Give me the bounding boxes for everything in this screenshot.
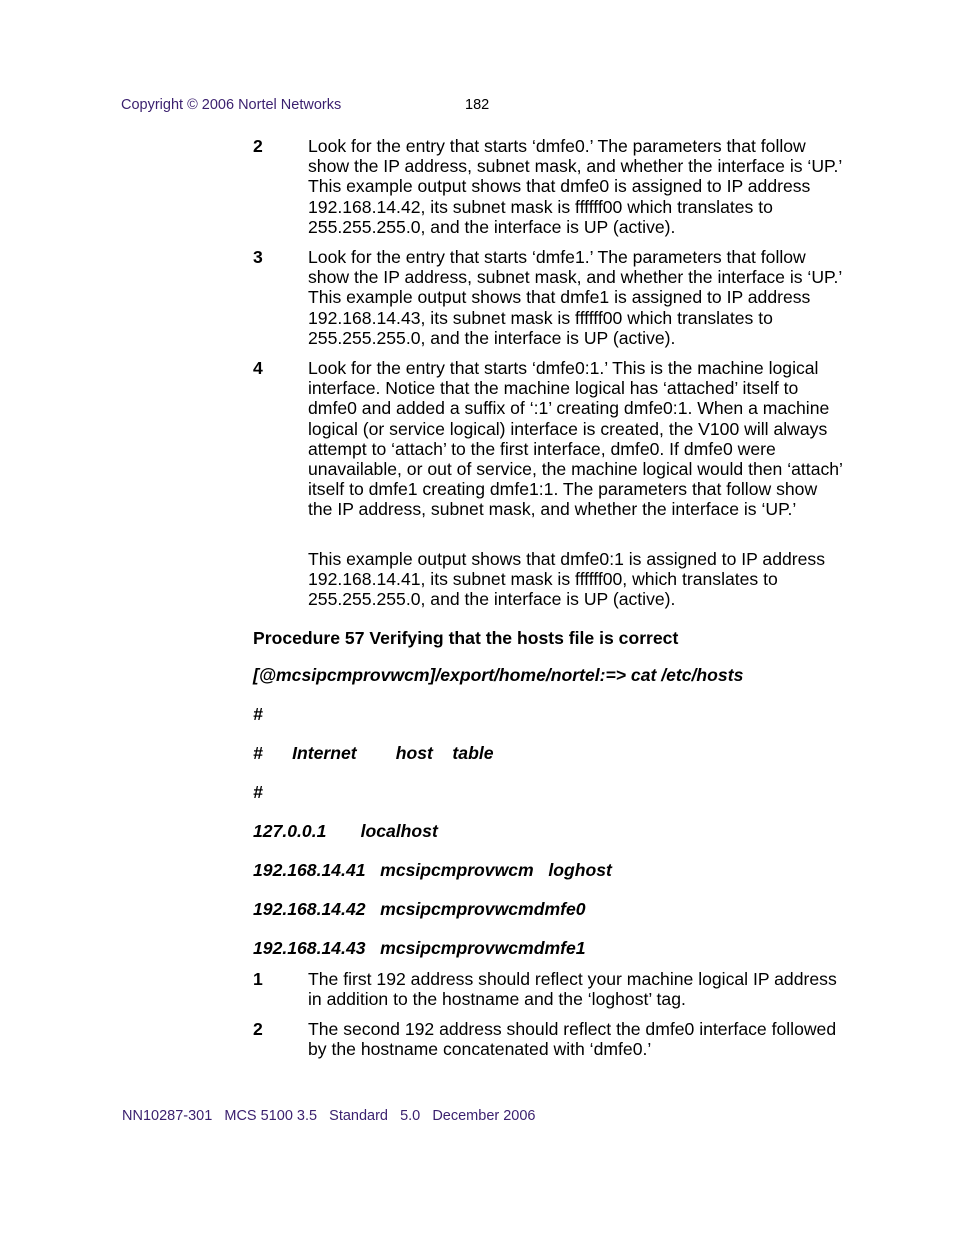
step-number: 4 (253, 358, 263, 378)
step-text: Look for the entry that starts ‘dmfe1.’ The parameters that follow show the IP address, subnet mask, and whether the interface is ‘UP.’ This example output shows that dmfe1 is assigned to IP address 192.168.14.43, its subnet mask is ffffff00 which translates to 255.255.255.0, and the interface is UP (active). (308, 247, 842, 348)
code-line: [@mcsipcmprovwcm]/export/home/nortel:=> cat /etc/hosts (253, 665, 744, 685)
code-line: # Internet host table (253, 743, 494, 763)
step-number: 2 (253, 136, 263, 156)
code-line: 127.0.0.1 localhost (253, 821, 438, 841)
step-number: 2 (253, 1019, 263, 1039)
step-text: Look for the entry that starts ‘dmfe0.’ The parameters that follow show the IP address, subnet mask, and whether the interface is ‘UP.’ This example output shows that dmfe0 is assigned to IP address 192.168.14.42, its subnet mask is ffffff00 which translates to 255.255.255.0, and the interface is UP (active). (308, 136, 842, 237)
procedure-title: Procedure 57 Verifying that the hosts file is correct (253, 628, 679, 648)
step-text: The second 192 address should reflect the dmfe0 interface followed by the hostname concatenated with ‘dmfe0.’ (308, 1019, 837, 1060)
code-line: 192.168.14.43 mcsipcmprovwcmdmfe1 (253, 938, 586, 958)
step-text: Look for the entry that starts ‘dmfe0:1.’ This is the machine logical interface. Notice that the machine logical has ‘attached’ itself to dmfe0 and added a suffix of ‘:1’ creating dmfe0:1. When a machine logical (or service logical) interface is created, the V100 will always attempt to ‘attach’ to the first interface, dmfe0. If dmfe0 were unavailable, or out of service, the machine logical would then ‘attach’ itself to dmfe1 creating dmfe1:1. The parameters that follow show the IP address, subnet mask, and whether the interface is ‘UP.’ (308, 358, 843, 520)
step-followup-paragraph: This example output shows that dmfe0:1 is assigned to IP address 192.168.14.41, its subnet mask is ffffff00, which translates to 255.255.255.0, and the interface is UP (active). (308, 549, 826, 610)
page-number: 182 (465, 97, 490, 113)
code-line: # (253, 704, 263, 724)
code-line: 192.168.14.41 mcsipcmprovwcm loghost (253, 860, 612, 880)
code-line: 192.168.14.42 mcsipcmprovwcmdmfe0 (253, 899, 586, 919)
copyright-notice: Copyright © 2006 Nortel Networks (121, 97, 342, 113)
page-footer: NN10287-301 MCS 5100 3.5 Standard 5.0 December 2006 (122, 1108, 536, 1124)
code-line: # (253, 782, 263, 802)
step-number: 1 (253, 969, 263, 989)
step-text: The first 192 address should reflect your machine logical IP address in addition to the hostname and the ‘loghost’ tag. (308, 969, 837, 1010)
step-number: 3 (253, 247, 263, 267)
